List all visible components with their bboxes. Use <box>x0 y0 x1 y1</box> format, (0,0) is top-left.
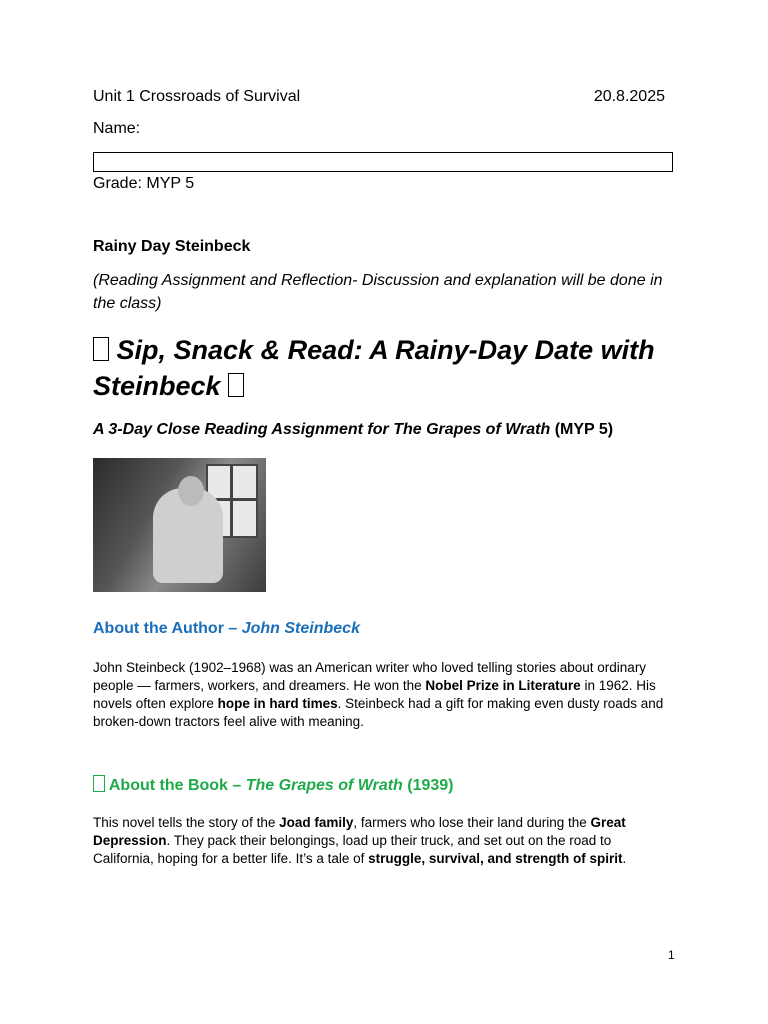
author-bold: hope in hard times <box>217 696 338 711</box>
author-bold: Nobel Prize in Literature <box>425 678 581 693</box>
section-title: Rainy Day Steinbeck <box>93 238 251 255</box>
section-subtitle: (Reading Assignment and Reflection- Discussion and explanation will be done in the class) <box>93 272 663 312</box>
author-text: John Steinbeck (1902–1968) was an American writer who loved telling stories about ordinary people — farmers, workers, and dreamers. He won the <box>93 660 647 693</box>
assignment-suffix: (MYP 5) <box>550 421 614 438</box>
book-text: This novel tells the story of the <box>93 815 280 830</box>
book-heading-suffix: (1939) <box>402 777 454 794</box>
author-text: . Steinbeck had a gift for making even dusty roads and broken-down tractors feel alive with meaning. <box>93 696 664 729</box>
book-bold: Great Depression <box>93 815 626 848</box>
missing-glyph-icon <box>93 337 109 361</box>
author-text: in 1962. His novels often explore <box>93 678 656 711</box>
unit-title: Unit 1 Crossroads of Survival <box>93 88 301 105</box>
author-heading-prefix: About the Author – <box>93 620 242 637</box>
author-heading <box>93 620 360 638</box>
book-bold: Joad family <box>279 815 354 830</box>
missing-glyph-icon <box>93 775 105 792</box>
author-paragraph <box>93 659 675 731</box>
page-number: 1 <box>668 948 675 962</box>
book-heading <box>93 775 454 795</box>
date: 20.8.2025 <box>593 88 665 105</box>
name-field[interactable] <box>93 152 673 172</box>
book-paragraph <box>93 814 675 868</box>
book-heading-title: The Grapes of Wrath <box>245 777 403 794</box>
photo-head <box>178 476 204 506</box>
book-text: . <box>622 851 627 866</box>
missing-glyph-icon <box>228 373 244 397</box>
main-title <box>93 332 673 404</box>
book-text: , farmers who lose their land during the <box>353 815 591 830</box>
book-text: . They pack their belongings, load up their truck, and set out on the road to California, hoping for a better life. It’s a tale of <box>93 833 612 866</box>
assignment-prefix: A 3-Day Close Reading Assignment for <box>93 421 394 438</box>
book-heading-prefix: About the Book – <box>108 777 246 794</box>
main-title-text: Sip, Snack & Read: A Rainy-Day Date with Steinbeck <box>93 335 655 401</box>
assignment-book: The Grapes of Wrath <box>393 421 551 438</box>
name-label: Name: <box>93 120 141 137</box>
author-heading-name: John Steinbeck <box>241 620 360 637</box>
grade-label: Grade: MYP 5 <box>93 175 195 192</box>
assignment-line <box>93 421 613 439</box>
author-photo <box>93 458 266 592</box>
header-row <box>93 88 665 106</box>
book-bold: struggle, survival, and strength of spirit <box>368 851 623 866</box>
